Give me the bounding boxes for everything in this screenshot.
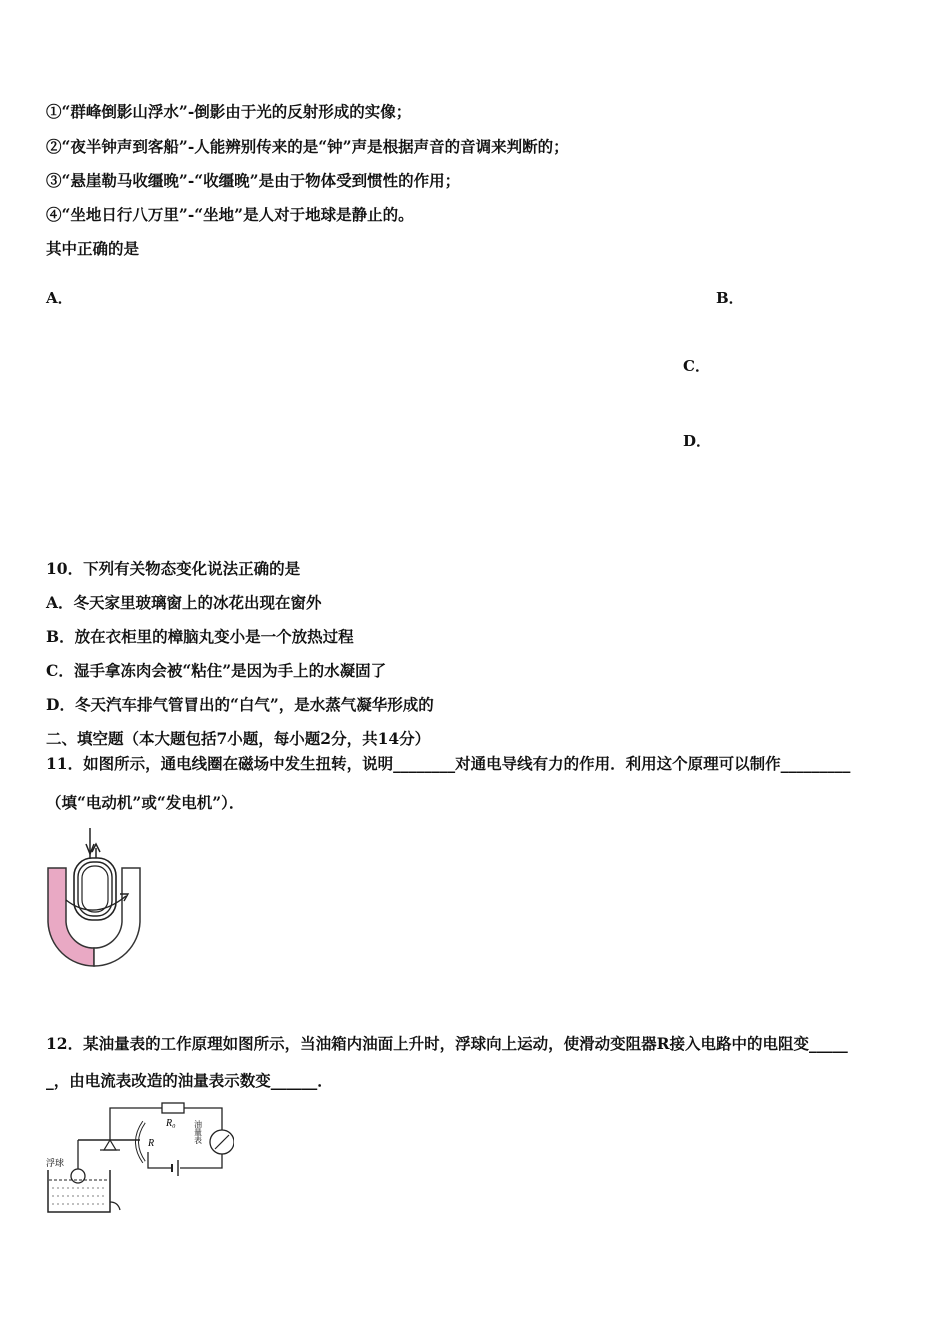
q9-option-b: B． (716, 289, 744, 307)
q10-stem: 10．下列有关物态变化说法正确的是 (46, 559, 301, 578)
q11-line-2: （填“电动机”或“发电机”）． (46, 793, 245, 812)
magnet-north-half (48, 868, 94, 966)
coil-inner (82, 866, 108, 912)
q10-option-c: C．湿手拿冻肉会被“粘住”是因为手上的水凝固了 (46, 661, 387, 680)
label-r: R (148, 1138, 155, 1149)
q10-option-b: B．放在衣柜里的樟脑丸变小是一个放热过程 (46, 627, 354, 646)
resistor-r0 (162, 1103, 184, 1113)
q12-oil-gauge-figure (44, 1100, 234, 1220)
lever-pivot (104, 1140, 116, 1150)
q9-option-c: C． (683, 357, 710, 375)
q9-option-a: A． (46, 289, 73, 307)
q11-line-1: 11．如图所示，通电线圈在磁场中发生扭转，说明________对通电导线有力的作用．利用这个原理可以制作_________ (46, 754, 851, 773)
q9-statement-2: ②“夜半钟声到客船”-人能辨别传来的是“钟”声是根据声音的音调来判断的； (46, 137, 569, 156)
q9-option-d: D． (683, 432, 712, 450)
q10-option-d: D．冬天汽车排气管冒出的“白气”，是水蒸气凝华形成的 (46, 695, 434, 714)
q9-statement-4: ④“坐地日行八万里”-“坐地”是人对于地球是静止的。 (46, 205, 414, 224)
q12-line-1: 12．某油量表的工作原理如图所示，当油箱内油面上升时，浮球向上运动，使滑动变阻器R接入电路中的电阻变_____ (46, 1034, 848, 1053)
q9-prompt: 其中正确的是 (46, 239, 140, 258)
circuit-right-wire (184, 1108, 222, 1130)
magnet-south-half (94, 868, 140, 966)
label-float: 浮球 (46, 1159, 65, 1169)
q10-option-a: A．冬天家里玻璃窗上的冰花出现在窗外 (46, 593, 322, 612)
outlet-pipe (110, 1202, 120, 1210)
q12-line-2: _，由电流表改造的油量表示数变______． (46, 1071, 333, 1090)
q9-statement-3: ③“悬崖勒马收缰晚”-“收缰晚”是由于物体受到惯性的作用； (46, 171, 461, 190)
circuit-bottom-wire (180, 1154, 222, 1168)
circuit-return-wire (148, 1152, 172, 1168)
q9-statement-1: ①“群峰倒影山浮水”-倒影由于光的反射形成的实像； (46, 102, 412, 121)
label-r0: R₀ (166, 1118, 176, 1129)
section-title: 二、填空题（本大题包括7小题，每小题2分，共14分） (46, 729, 431, 748)
label-meter: 油量表 (193, 1120, 203, 1144)
q11-motor-figure (44, 822, 154, 970)
float-ball (71, 1169, 85, 1183)
